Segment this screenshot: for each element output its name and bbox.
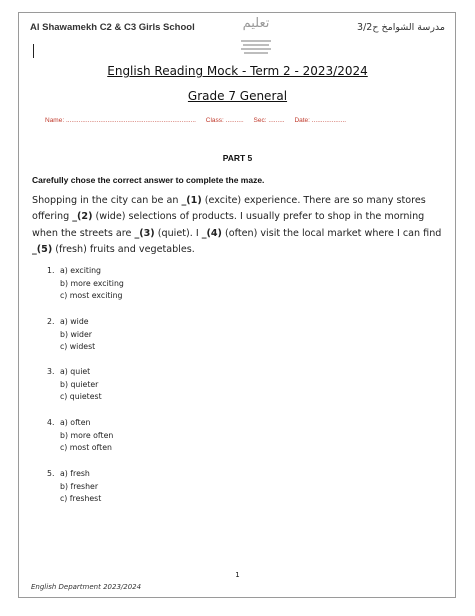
option-b[interactable]: b) more exciting [60,278,124,288]
option-a[interactable]: a) exciting [60,266,102,275]
grade-heading: Grade 7 General [187,89,288,103]
blank-1: _(1) [181,195,202,206]
blank-4: _(4) [201,227,222,239]
logo-wordmark: تعليم [242,16,270,31]
student-info-row [45,117,435,124]
logo-caption-lines [238,38,274,54]
document-title: English Reading Mock - Term 2 - 2023/2024 [107,64,368,78]
blank-2: _(2) [72,211,93,223]
option-a[interactable]: a) quiet [60,367,91,376]
option-b[interactable]: b) quieter [60,379,99,389]
question-number: 1. [47,266,55,275]
option-a[interactable]: a) often [60,418,91,427]
option-c[interactable]: c) widest [60,342,96,351]
school-name-arabic: مدرسة الشوامخ ح3/2 [357,22,445,33]
reading-passage: Shopping in the city can be an _(1) (excite) experience. There are so many stores offering _(2) (wide) selections of products. I usually prefer to shop in the morning when the streets are _(3) (quiet). I _(4) (often) visit the local market where I can find _(5) (fresh) fruits and vegetables. [32,195,442,255]
part-heading: PART 5 [222,153,253,163]
ministry-logo [238,16,274,60]
instruction-text: Carefully chose the correct answer to complete the maze. [32,175,265,185]
class-field[interactable]: Class: .......... [205,117,244,124]
page-number: 1 [235,571,240,579]
question-number: 2. [47,317,55,326]
text-cursor [33,44,34,58]
footer-text: English Department 2023/2024 [31,583,142,591]
option-c[interactable]: c) most exciting [60,291,123,300]
option-c[interactable]: c) most often [60,443,112,452]
name-field[interactable]: Name: ........................................................................ [45,117,196,124]
option-c[interactable]: c) quietest [60,392,102,401]
date-field[interactable]: Date: ................... [294,117,347,124]
option-b[interactable]: b) fresher [60,481,99,491]
question-number: 4. [47,418,55,427]
section-field[interactable]: Sec: ......... [253,117,285,124]
question-number: 5. [47,469,55,478]
option-a[interactable]: a) fresh [60,469,90,478]
blank-3: _(3) [134,227,155,239]
question-number: 3. [47,367,55,376]
school-name: Al Shawamekh C2 & C3 Girls School [30,22,195,33]
blank-5: _(5) [32,243,53,255]
option-b[interactable]: b) more often [60,430,114,440]
option-b[interactable]: b) wider [60,329,92,339]
option-a[interactable]: a) wide [60,317,89,326]
option-c[interactable]: c) freshest [60,494,102,503]
